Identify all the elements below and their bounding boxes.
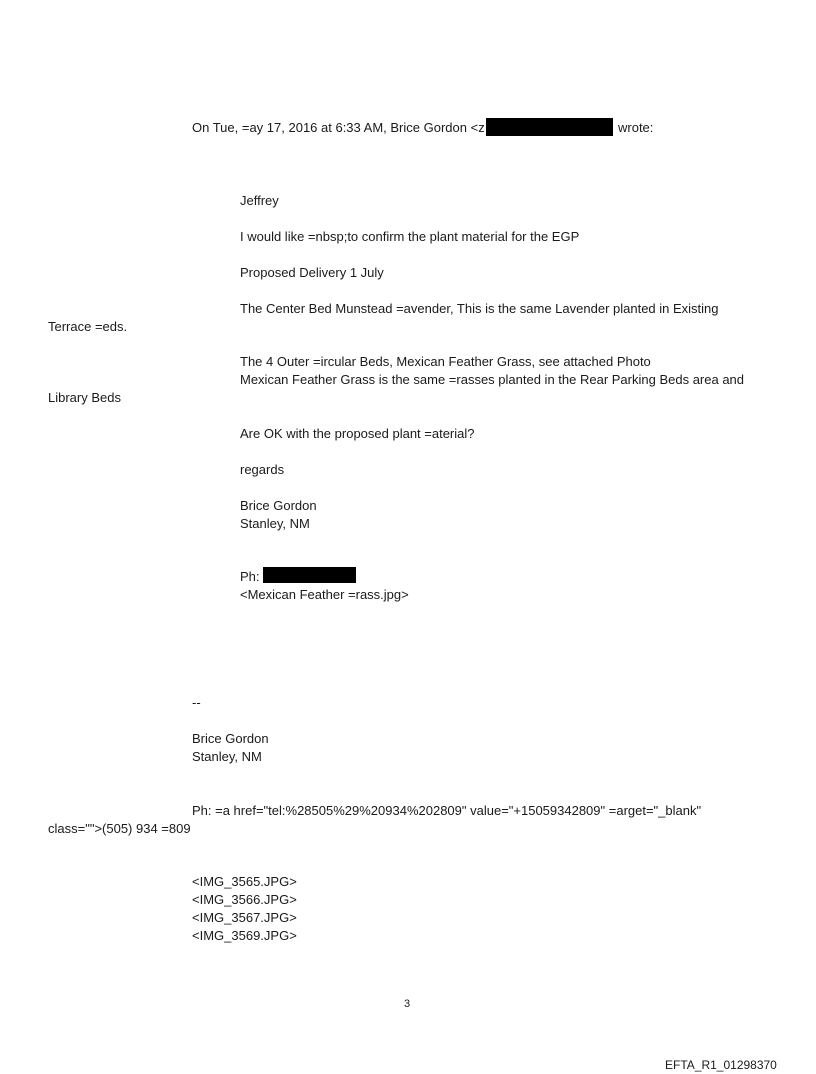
quoted-phone-label: Ph:	[240, 569, 260, 584]
attachment-item: <IMG_3566.JPG>	[192, 892, 297, 907]
center-bed-line-2: Terrace =eds.	[48, 319, 128, 334]
attachment-item: <IMG_3569.JPG>	[192, 928, 297, 943]
document-id: EFTA_R1_01298370	[665, 1058, 777, 1072]
signature-phone-line-2: class="">(505) 934 =809	[48, 821, 191, 836]
quote-header	[192, 119, 485, 137]
quote-header-text: On Tue, =ay 17, 2016 at 6:33 AM, Brice Gordon <	[192, 120, 479, 135]
attachment-item: <IMG_3567.JPG>	[192, 910, 297, 925]
center-bed-line-1: The Center Bed Munstead =avender, This is the same Lavender planted in Existing	[240, 301, 719, 316]
line-confirm: I would like =nbsp;to confirm the plant material for the EGP	[240, 229, 580, 244]
line-delivery: Proposed Delivery 1 July	[240, 265, 384, 280]
quoted-signature-name: Brice Gordon	[240, 498, 317, 513]
quoted-attachment: <Mexican Feather =rass.jpg>	[240, 587, 409, 602]
page-number: 3	[404, 998, 411, 1010]
outer-beds-line-2: Mexican Feather Grass is the same =rasses planted in the Rear Parking Beds area and	[240, 372, 745, 387]
greeting: Jeffrey	[240, 193, 279, 208]
question: Are OK with the proposed plant =aterial?	[240, 426, 475, 441]
regards: regards	[240, 462, 285, 477]
signature-phone-line-1: Ph: =a href="tel:%28505%29%20934%202809" value="+15059342809" =arget="_blank"	[192, 803, 702, 818]
redaction-email	[486, 118, 613, 136]
attachment-item: <IMG_3565.JPG>	[192, 874, 297, 889]
signature-separator: --	[192, 695, 201, 710]
quoted-signature-location: Stanley, NM	[240, 516, 310, 531]
signature-name: Brice Gordon	[192, 731, 269, 746]
outer-beds-line-1: The 4 Outer =ircular Beds, Mexican Feather Grass, see attached Photo	[240, 354, 651, 369]
outer-beds-line-3: Library Beds	[48, 390, 121, 405]
redaction-phone	[263, 567, 356, 583]
quote-header-stub: z	[478, 120, 485, 135]
quote-header-wrote: wrote:	[618, 120, 654, 135]
signature-location: Stanley, NM	[192, 749, 262, 764]
